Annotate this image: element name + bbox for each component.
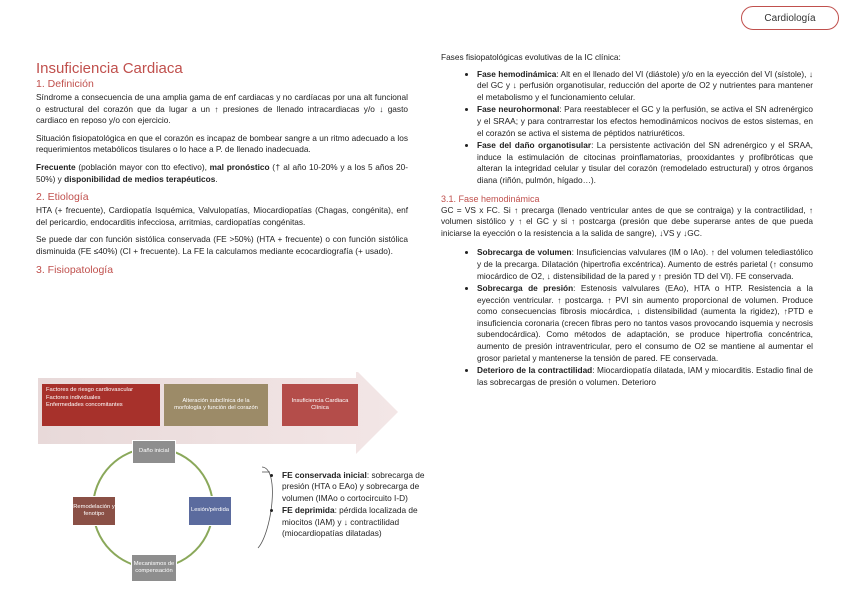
fase3-text: : La persistente activación del SN adrenérgico y el SRAA, induce la estimulación de citocinas proinflamatorias, prooxidantes y profibróticas que alteran la integridad celular y tisular del corazón (remodelado estructural) y otros órganos diana (riñón, pulmón, hígado…). (477, 140, 813, 185)
definicion-p2: Situación fisiopatológica en que el corazón es incapaz de bombear sangre a un ritmo adecuado a los requerimientos metabólicos tisulares o lo hace a P. de llenado inadecuada. (36, 132, 408, 155)
bullet1-text: : Insuficiencias valvulares (IM o IAo). ↑ del volumen telediastólico y de la precarga. Dilatación (hipertrofia excéntrica). Aumento de estrés parietal (↑ consumo miocárdico de O2, ↓ distensibilidad de la pared y ↑ presión TD del VI). FE conservada. (477, 247, 814, 281)
frecuente-bold: Frecuente (36, 161, 76, 172)
node-left-text: Remodelación y fenotipo (73, 503, 115, 517)
definicion-p3 (36, 162, 408, 185)
fase-dano-organotisular (477, 140, 813, 186)
diagram-notes (250, 470, 442, 540)
terapeuticos-bold: disponibilidad de medios terapéuticos (64, 173, 216, 184)
box1-line1: Factores de riesgo cardiovascular (46, 387, 133, 393)
node-lesion (188, 496, 232, 526)
definicion-p1: Síndrome a consecuencia de una amplia gama de enf cardiacas y no cardíacas por una alt funcional o estructural del corazón que da lugar a un ↑ presiones de llenado intracardiacas y/o ↓ gasto cardiaco en reposo y/o con ejercicio. (36, 92, 408, 126)
box2-text: Alteración subclínica de la morfología y función del corazón (174, 397, 258, 411)
box3-text: Insuficiencia Cardiaca Clínica (291, 397, 349, 411)
etiologia-p2: Se puede dar con función sistólica conservada (FE >50%) (HTA + frecuente) o con función sistólica disminuida (FE ≤40%) (CI + frecuente). La FE la calculamos mediante ecocardiografía (+ usado). (36, 234, 408, 256)
p3-text1: (población mayor con tto efectivo), (75, 161, 210, 172)
note-fe-deprimida (282, 505, 442, 539)
note2-text: : pérdida localizada de miocitos (IAM) y ↓ contractilidad (miocardiopatías dilatadas) (282, 505, 418, 539)
box1-line2: Factores individuales (46, 394, 101, 401)
section-tag: Cardiología (741, 6, 839, 30)
node-bottom-text: Mecanismos de compensación (133, 560, 175, 574)
bullet2-bold: Sobrecarga de presión (477, 283, 574, 294)
heading-definicion: 1. Definición (36, 78, 94, 90)
right-column (441, 52, 813, 389)
bullet3-bold: Deterioro de la contractilidad (477, 365, 593, 376)
fase1-text: : Alt en el llenado del VI (diástole) y/o en la eyección del VI (sístole), ↓ del GC y ↓ perfusión organotisular, reducción del aporte de O2 y nutrientes para mantener el metabolismo y el funcionamiento celular. (477, 68, 813, 102)
box-alteracion-subclinica (164, 384, 268, 426)
bullet1-bold: Sobrecarga de volumen (477, 247, 572, 258)
deterioro-contractilidad (477, 365, 813, 388)
fase1-bold: Fase hemodinámica (477, 68, 557, 79)
heading-fisiopatologia: 3. Fisiopatología (36, 263, 114, 276)
fase2-text: : Para reestablecer el GC y la perfusión, se activa el SN adrenérgico y el SRAA; y para contrarrestar los efectos hemodinámicos nocivos de estos sistemas, en el corazón se activa el sistema de péptidos natriuréticos. (477, 104, 813, 138)
node-remodelacion (72, 496, 116, 526)
node-right-text: Lesión/pérdida (190, 507, 230, 514)
note-fe-conservada (282, 470, 442, 504)
note2-bold: FE deprimida (282, 505, 335, 516)
box-factores-riesgo (42, 384, 160, 426)
p3-text3: . (215, 173, 218, 184)
etiologia-p1: HTA (+ frecuente), Cardiopatía Isquémica, Valvulopatías, Miocardiopatías (Chagas, congénita), enf del pericardio, endocarditis infecciosa, arritmias, cardiopatías congénitas. (36, 205, 408, 227)
box-ic-clinica (282, 384, 358, 426)
sobrecarga-volumen (477, 247, 813, 282)
note1-text: : sobrecarga de presión (HTA o EAo) y sobrecarga de volumen (IMAo o cortocircuito I-D) (282, 470, 425, 503)
p3-text2: († al año 10-20% y a los 5 años 20-50%) y (36, 161, 409, 184)
page-title: Insuficiencia Cardiaca (36, 60, 183, 77)
node-top-text: Daño inicial (139, 448, 169, 455)
box1-line3: Enfermedades concomitantes (46, 402, 123, 408)
fases-intro: Fases fisiopatológicas evolutivas de la IC clínica: (441, 52, 621, 62)
bullet2-text: : Estenosis valvulares (EAo), HTA o HTP. Resistencia a la eyección ventricular. ↑ postcarga. ↑ PVI sin aumento proporcional de volumen. Produce como consecuencias fibrosis miocárdica, ↓ distensibilidad (aumenta la rigidez), ↑PTD e insuficiencia coronaria (crecen fibras pero no tantos vasos provocando isquemia y necrosis subendocárdica). Como métodos de adaptación, se produce hipertrofia concéntrica, aumento de presión intraventricular, pero el consumo de O2 se mantiene al aumentar el grosor parietal y mantenerse la tensión de pared. FE conservada. (477, 283, 814, 363)
fases-list (441, 69, 813, 187)
sobrecarga-presion (477, 283, 813, 364)
bullet3-text: : Miocardiopatía dilatada, IAM y miocarditis. Estadio final de las sobrecargas de presión o volumen. Deterioro (477, 365, 813, 387)
heading-etiologia: 2. Etiología (36, 191, 89, 204)
note1-bold: FE conservada inicial (282, 470, 367, 480)
heading-fase-hemodinamica: 3.1. Fase hemodinámica (441, 193, 540, 204)
sobrecarga-list (441, 247, 813, 388)
left-column (36, 60, 408, 278)
fase-hemodinamica (477, 69, 813, 104)
node-mecanismos (131, 554, 177, 582)
fase-neurohormonal (477, 104, 813, 139)
pronostico-bold: mal pronóstico (209, 161, 270, 172)
fase-hemodinamica-p: GC = VS x FC. Si ↑ precarga (llenado ventricular antes de que se contraiga) y la contractilidad, ↑ volumen sistólico y ↑ el GC y si ↑ postcarga (presión que debe superarse antes de que pueda iniciarse la eyección o la resistencia a la salida de sangre), ↓VS y ↓GC. (441, 204, 813, 238)
fase2-bold: Fase neurohormonal (477, 104, 560, 115)
node-dano-inicial (132, 440, 176, 464)
fase3-bold: Fase del daño organotisular (477, 140, 592, 151)
